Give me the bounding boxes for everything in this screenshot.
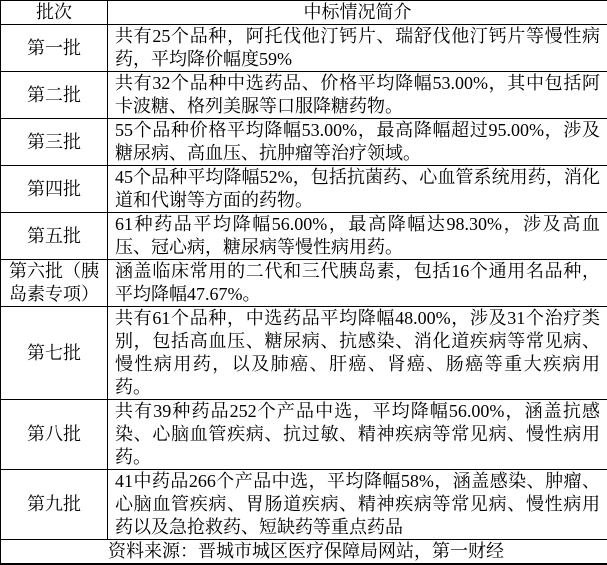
summary-cell: 55个品种价格平均降幅53.00%，最高降幅超过95.00%，涉及糖尿病、高血压、抗肿瘤等治疗领域。 xyxy=(108,119,607,166)
batch-cell: 第四批 xyxy=(1,166,108,213)
table-row xyxy=(1,307,607,400)
table-row xyxy=(1,166,607,213)
batch-cell: 第五批 xyxy=(1,213,108,260)
batch-cell: 第七批 xyxy=(1,307,108,400)
summary-cell: 共有32个品种中选药品、价格平均降幅53.00%，其中包括阿卡波糖、格列美脲等口服降糖药物。 xyxy=(108,72,607,119)
summary-cell: 共有25个品种，阿托伐他汀钙片、瑞舒伐他汀钙片等慢性病药，平均降价幅度59% xyxy=(108,25,607,72)
table-row xyxy=(1,72,607,119)
summary-cell: 41中药品266个产品中选，平均降幅58%，涵盖感染、肿瘤、心脑血管疾病、胃肠道疾病、精神疾病等常见病、慢性病用药以及急抢救药、短缺药等重点药品 xyxy=(108,470,607,540)
summary-cell: 45个品种平均降幅52%，包括抗菌药、心血管系统用药，消化道和代谢等方面的药物。 xyxy=(108,166,607,213)
header-batch: 批次 xyxy=(1,1,108,25)
summary-cell: 共有39种药品252个产品中选，平均降幅56.00%，涵盖抗感染、心脑血管疾病、抗过敏、精神疾病等常见病、慢性病用药。 xyxy=(108,400,607,470)
source-footer: 资料来源：晋城市城区医疗保障局网站，第一财经 xyxy=(1,540,607,565)
header-summary: 中标情况简介 xyxy=(108,1,607,25)
batch-cell: 第二批 xyxy=(1,72,108,119)
summary-cell: 共有61个品种，中选药品平均降幅48.00%，涉及31个治疗类别，包括高血压、糖尿病、抗感染、消化道疾病等常见病、慢性病用药，以及肺癌、肝癌、肾癌、肠癌等重大疾病用药。 xyxy=(108,307,607,400)
header-row xyxy=(1,1,607,25)
table-row xyxy=(1,470,607,540)
table-row xyxy=(1,213,607,260)
batch-cell: 第六批（胰岛素专项） xyxy=(1,260,108,307)
table-row xyxy=(1,119,607,166)
summary-cell: 61种药品平均降幅56.00%，最高降幅达98.30%，涉及高血压、冠心病，糖尿病等慢性病用药。 xyxy=(108,213,607,260)
table-row xyxy=(1,260,607,307)
batch-cell: 第八批 xyxy=(1,400,108,470)
batch-cell: 第一批 xyxy=(1,25,108,72)
footer-row xyxy=(1,540,607,565)
table-row xyxy=(1,25,607,72)
batch-cell: 第三批 xyxy=(1,119,108,166)
batch-cell: 第九批 xyxy=(1,470,108,540)
summary-cell: 涵盖临床常用的二代和三代胰岛素，包括16个通用名品种，平均降幅47.67%。 xyxy=(108,260,607,307)
table-row xyxy=(1,400,607,470)
